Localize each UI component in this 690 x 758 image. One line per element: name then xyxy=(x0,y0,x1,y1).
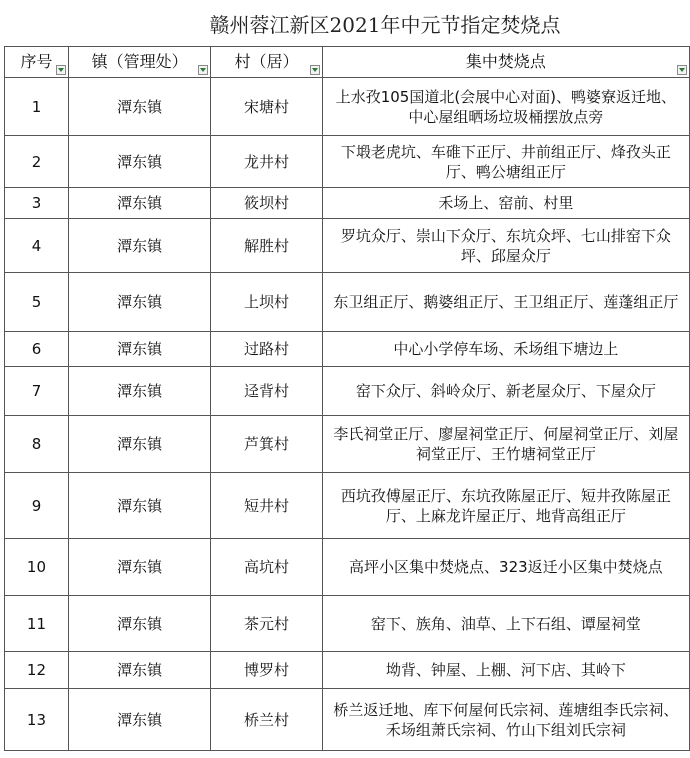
header-place xyxy=(322,47,689,78)
table-row xyxy=(5,219,690,273)
cell-place: 李氏祠堂正厅、廖屋祠堂正厅、何屋祠堂正厅、刘屋祠堂正厅、王竹塘祠堂正厅 xyxy=(322,416,689,473)
cell-town: 潭东镇 xyxy=(68,367,210,416)
cell-town: 潭东镇 xyxy=(68,219,210,273)
cell-place: 中心小学停车场、禾场组下塘边上 xyxy=(322,332,689,367)
cell-no: 10 xyxy=(5,539,69,596)
sheet-title: 赣州蓉江新区2021年中元节指定焚烧点 xyxy=(209,12,561,37)
cell-no: 4 xyxy=(5,219,69,273)
cell-town: 潭东镇 xyxy=(68,78,210,136)
cell-no: 11 xyxy=(5,596,69,652)
table-row xyxy=(5,689,690,751)
cell-no: 3 xyxy=(5,188,69,219)
cell-town: 潭东镇 xyxy=(68,473,210,539)
table-row xyxy=(5,652,690,689)
cell-place: 高坪小区集中焚烧点、323返迁小区集中焚烧点 xyxy=(322,539,689,596)
cell-village: 高坑村 xyxy=(211,539,322,596)
cell-place: 坳背、钟屋、上棚、河下店、其岭下 xyxy=(322,652,689,689)
cell-town: 潭东镇 xyxy=(68,188,210,219)
cell-town: 潭东镇 xyxy=(68,136,210,188)
cell-village: 短井村 xyxy=(211,473,322,539)
table-row xyxy=(5,473,690,539)
table-row xyxy=(5,78,690,136)
cell-place: 窑下众厅、斜岭众厅、新老屋众厅、下屋众厅 xyxy=(322,367,689,416)
cell-place: 东卫组正厅、鹅婆组正厅、王卫组正厅、莲蓬组正厅 xyxy=(322,273,689,332)
cell-village: 龙井村 xyxy=(211,136,322,188)
cell-town: 潭东镇 xyxy=(68,596,210,652)
header-town-label: 镇（管理处） xyxy=(91,52,188,71)
filter-dropdown-icon[interactable] xyxy=(56,65,66,75)
cell-no: 9 xyxy=(5,473,69,539)
cell-town: 潭东镇 xyxy=(68,539,210,596)
cell-no: 2 xyxy=(5,136,69,188)
cell-no: 6 xyxy=(5,332,69,367)
cell-town: 潭东镇 xyxy=(68,416,210,473)
header-place-label: 集中焚烧点 xyxy=(465,52,546,71)
cell-place: 下塅老虎坑、车碓下正厅、井前组正厅、烽孜头正厅、鸭公塘组正厅 xyxy=(322,136,689,188)
cell-no: 7 xyxy=(5,367,69,416)
cell-town: 潭东镇 xyxy=(68,689,210,751)
cell-village: 筱坝村 xyxy=(211,188,322,219)
cell-village: 博罗村 xyxy=(211,652,322,689)
table-row xyxy=(5,136,690,188)
filter-dropdown-icon[interactable] xyxy=(677,65,687,75)
cell-town: 潭东镇 xyxy=(68,332,210,367)
table-row xyxy=(5,367,690,416)
cell-no: 5 xyxy=(5,273,69,332)
cell-place: 窑下、族角、油草、上下石组、谭屋祠堂 xyxy=(322,596,689,652)
cell-town: 潭东镇 xyxy=(68,652,210,689)
cell-place: 禾场上、窑前、村里 xyxy=(322,188,689,219)
cell-village: 桥兰村 xyxy=(211,689,322,751)
cell-village: 上坝村 xyxy=(211,273,322,332)
filter-dropdown-icon[interactable] xyxy=(310,65,320,75)
filter-dropdown-icon[interactable] xyxy=(198,65,208,75)
cell-place: 西坑孜傅屋正厅、东坑孜陈屋正厅、短井孜陈屋正厅、上麻龙许屋正厅、地背高组正厅 xyxy=(322,473,689,539)
cell-village: 芦箕村 xyxy=(211,416,322,473)
table-row xyxy=(5,332,690,367)
header-village xyxy=(211,47,322,78)
cell-place: 上水孜105国道北(会展中心对面)、鸭婆寮返迁地、中心屋组晒场垃圾桶摆放点旁 xyxy=(322,78,689,136)
cell-no: 1 xyxy=(5,78,69,136)
cell-village: 解胜村 xyxy=(211,219,322,273)
cell-no: 8 xyxy=(5,416,69,473)
table-row xyxy=(5,416,690,473)
cell-no: 12 xyxy=(5,652,69,689)
header-town xyxy=(68,47,210,78)
table-row xyxy=(5,273,690,332)
header-no-label: 序号 xyxy=(20,52,53,71)
burning-points-table xyxy=(4,46,690,751)
cell-village: 茶元村 xyxy=(211,596,322,652)
cell-no: 13 xyxy=(5,689,69,751)
cell-town: 潭东镇 xyxy=(68,273,210,332)
table-row xyxy=(5,188,690,219)
cell-village: 宋塘村 xyxy=(211,78,322,136)
header-row xyxy=(5,47,690,78)
header-village-label: 村（居） xyxy=(234,52,299,71)
header-no xyxy=(5,47,69,78)
cell-village: 过路村 xyxy=(211,332,322,367)
cell-place: 桥兰返迁地、库下何屋何氏宗祠、莲塘组李氏宗祠、禾场组萧氏宗祠、竹山下组刘氏宗祠 xyxy=(322,689,689,751)
cell-village: 迳背村 xyxy=(211,367,322,416)
table-row xyxy=(5,596,690,652)
cell-place: 罗坑众厅、崇山下众厅、东坑众坪、七山排窑下众坪、邱屋众厅 xyxy=(322,219,689,273)
table-row xyxy=(5,539,690,596)
